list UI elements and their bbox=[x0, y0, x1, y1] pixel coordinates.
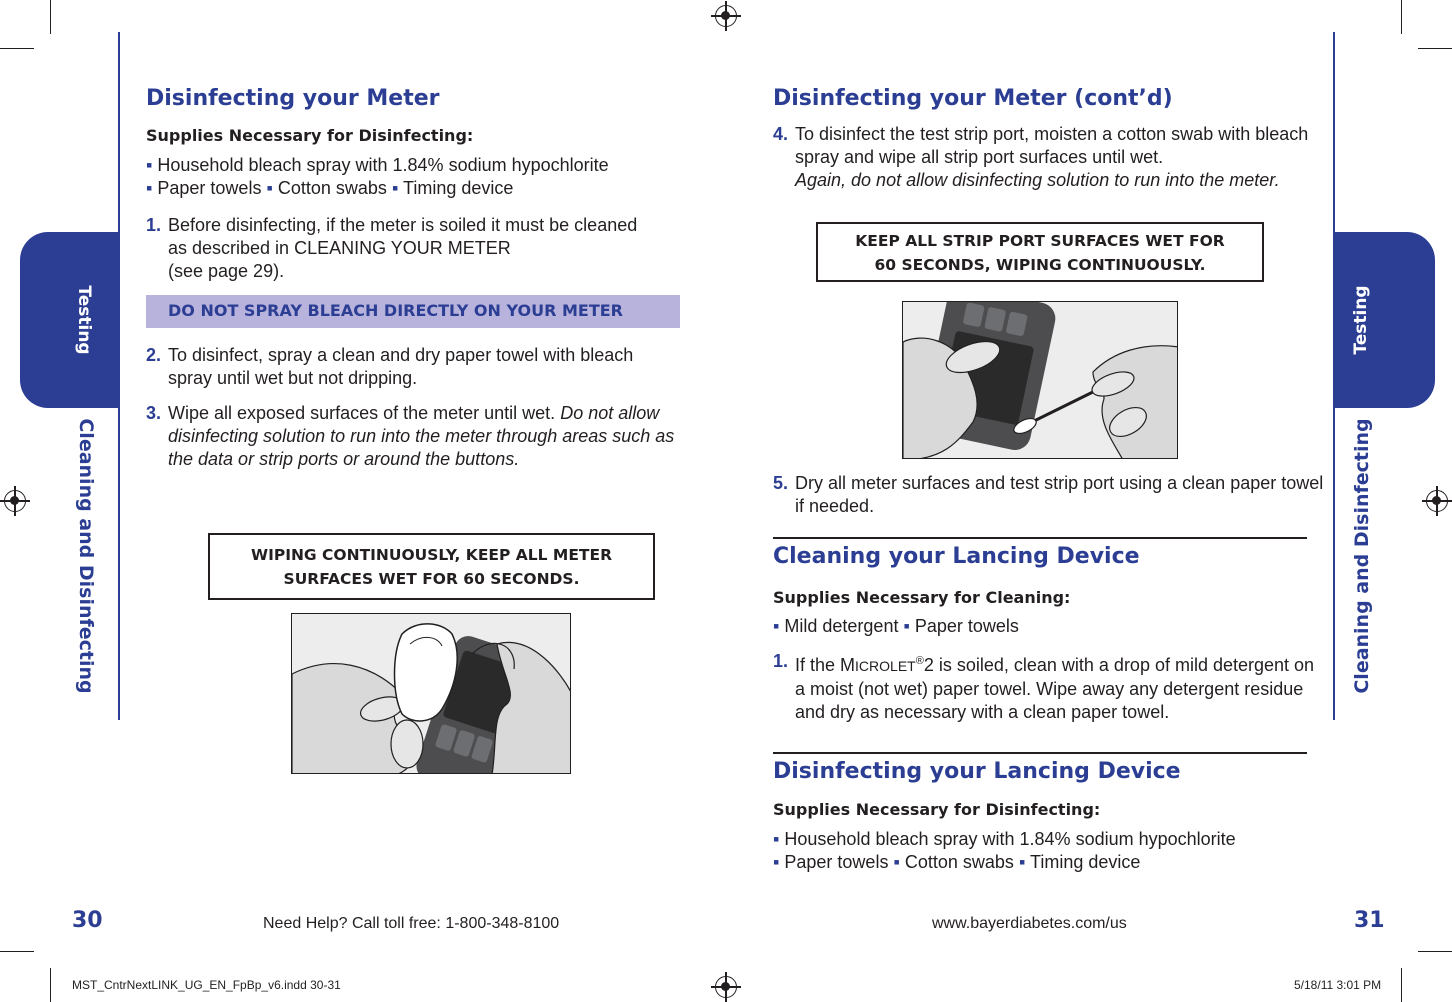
help-line: Need Help? Call toll free: 1-800-348-8100 bbox=[263, 915, 560, 932]
step-5: 5. Dry all meter surfaces and test strip port using a clean paper towel if needed. bbox=[773, 473, 1324, 516]
side-tab-left bbox=[20, 232, 120, 408]
page-title: Disinfecting your Meter bbox=[146, 86, 440, 111]
lancing-clean-supplies-list: ▪ Mild detergent ▪ Paper towels bbox=[773, 616, 1019, 636]
list-item: ▪ Paper towels ▪ Cotton swabs ▪ Timing device bbox=[773, 852, 1141, 872]
side-tab-label-right: Testing bbox=[1351, 285, 1371, 355]
list-item: ▪ Household bleach spray with 1.84% sodium hypochlorite bbox=[773, 829, 1236, 849]
callout-box: WIPING CONTINUOUSLY, KEEP ALL METER SURFACES WET FOR 60 SECONDS. bbox=[208, 533, 655, 600]
step-1: 1. Before disinfecting, if the meter is soiled it must be cleaned as described in CLEANING YOUR METER (see page 29). bbox=[146, 215, 638, 281]
list-item: Mild detergent bbox=[784, 616, 899, 636]
lancing-clean-supplies-heading: Supplies Necessary for Cleaning: bbox=[773, 588, 1071, 607]
lancing-disinfect-supplies-heading: Supplies Necessary for Disinfecting: bbox=[773, 800, 1101, 819]
crop-mark bbox=[50, 0, 51, 34]
warning-banner-text: DO NOT SPRAY BLEACH DIRECTLY ON YOUR METER bbox=[168, 301, 623, 320]
website: www.bayerdiabetes.com/us bbox=[932, 915, 1127, 932]
lancing-clean-title: Cleaning your Lancing Device bbox=[773, 544, 1140, 569]
page-number-left: 30 bbox=[72, 908, 103, 933]
registration-mark-icon bbox=[1426, 490, 1448, 512]
crop-mark bbox=[0, 951, 34, 952]
side-tab-label-left: Testing bbox=[74, 285, 94, 355]
list-item: ▪ Paper towels ▪ Cotton swabs ▪ Timing device bbox=[146, 178, 514, 198]
lancing-disinfect-title: Disinfecting your Lancing Device bbox=[773, 759, 1181, 784]
slug-file: MST_CntrNextLINK_UG_EN_FpBp_v6.indd 30-31 bbox=[72, 978, 341, 992]
registration-mark-icon bbox=[4, 490, 26, 512]
registration-mark-icon bbox=[715, 976, 737, 998]
lancing-step-1: 1. If the MICROLET®2 is soiled, clean with a drop of mild detergent on a moist (not wet) paper towel. Wipe away any detergent residue and dry as necessary with a clean paper towel. bbox=[773, 651, 1315, 722]
crop-mark bbox=[50, 968, 51, 1002]
supplies-heading: Supplies Necessary for Disinfecting: bbox=[146, 126, 474, 145]
hands-wiping-meter-icon bbox=[291, 613, 571, 774]
section-label-right: Cleaning and Disinfecting bbox=[1351, 418, 1373, 694]
list-item: Paper towels bbox=[914, 616, 1019, 636]
crop-mark bbox=[1401, 968, 1402, 1002]
registration-mark-icon bbox=[715, 5, 737, 27]
supplies-list bbox=[146, 154, 686, 200]
list-item: ▪ Household bleach spray with 1.84% sodium hypochlorite bbox=[146, 155, 609, 175]
step-4: 4. To disinfect the test strip port, moisten a cotton swab with bleach spray and wipe all strip port surfaces until wet. Again, do not allow disinfecting solution to run into the meter. bbox=[773, 124, 1309, 190]
step-2: 2. To disinfect, spray a clean and dry paper towel with bleach spray until wet but not dripping. bbox=[146, 345, 634, 388]
slug-date: 5/18/11 3:01 PM bbox=[1294, 978, 1382, 992]
side-tab-right bbox=[1333, 232, 1435, 408]
cotton-swab-strip-port-icon bbox=[902, 301, 1178, 459]
step-3: 3. Wipe all exposed surfaces of the meter until wet. Do not allow disinfecting solution to run into the meter through areas such as the data or strip ports or around the buttons. bbox=[146, 403, 675, 469]
page-number-right: 31 bbox=[1354, 908, 1385, 933]
page-title-continued: Disinfecting your Meter (cont’d) bbox=[773, 86, 1173, 111]
crop-mark bbox=[1401, 0, 1402, 34]
crop-mark bbox=[0, 48, 34, 49]
section-divider bbox=[773, 752, 1307, 754]
crop-mark bbox=[1418, 951, 1452, 952]
callout-box: KEEP ALL STRIP PORT SURFACES WET FOR 60 SECONDS, WIPING CONTINUOUSLY. bbox=[816, 222, 1264, 282]
crop-mark bbox=[1418, 48, 1452, 49]
section-label-left: Cleaning and Disinfecting bbox=[75, 418, 97, 694]
lancing-disinfect-supplies-list bbox=[773, 828, 1313, 874]
section-divider bbox=[773, 537, 1307, 539]
